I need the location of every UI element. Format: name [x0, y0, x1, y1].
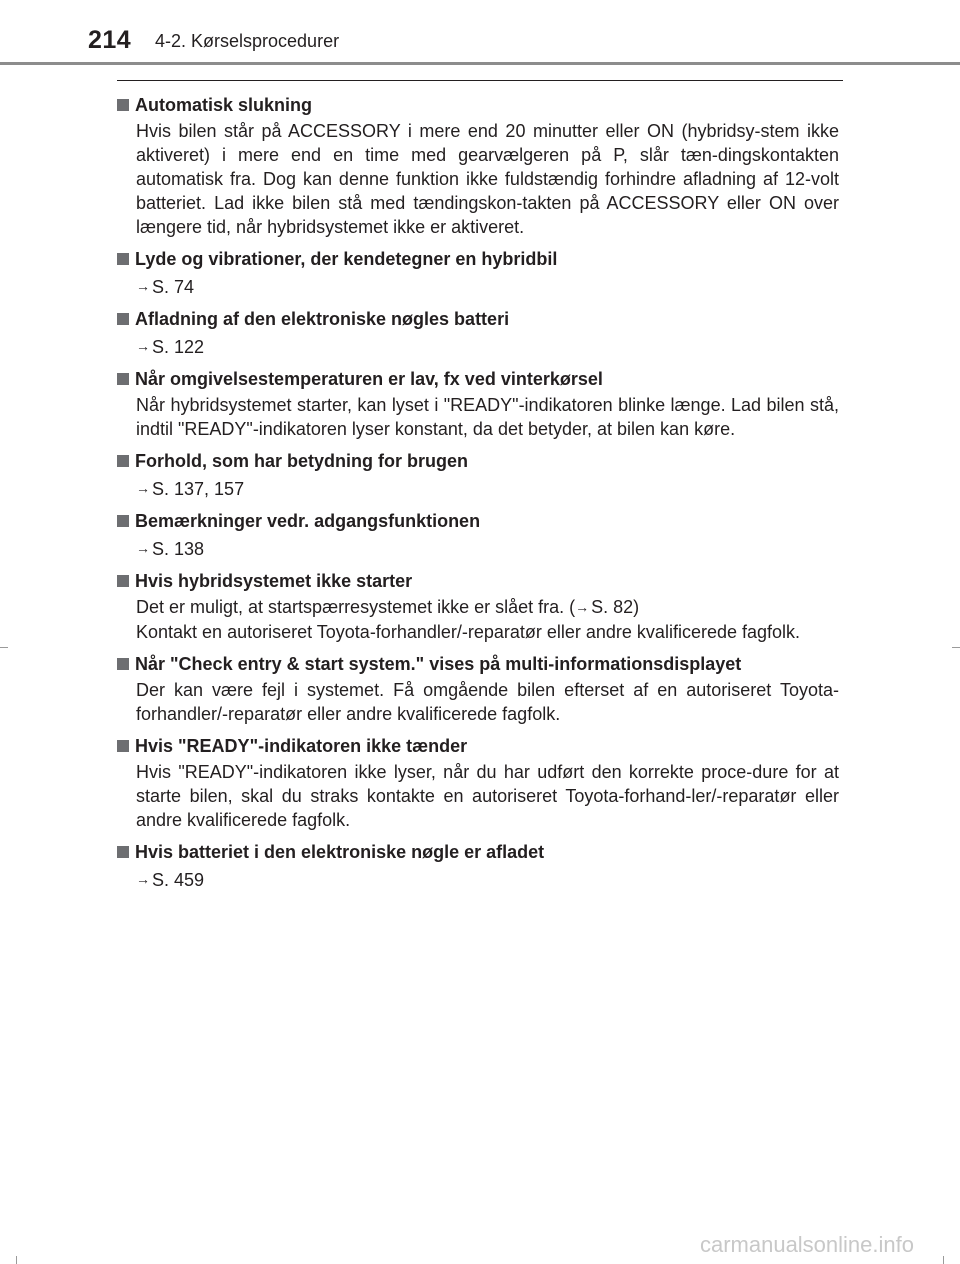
- section-title: Hvis hybridsystemet ikke starter: [135, 571, 413, 591]
- section-body: [117, 537, 839, 561]
- section-heading: [117, 509, 839, 533]
- square-bullet-icon: [117, 99, 129, 111]
- arrow-right-icon: →: [575, 599, 590, 615]
- section-batteri-afladet: [117, 840, 839, 892]
- paragraph: Når hybridsystemet starter, kan lyset i "READY"-indikatoren blinke længe. Lad bilen stå, indtil "READY"-indikatoren lyser konstant, da det betyder, at bilen kan køre.: [136, 395, 839, 439]
- section-automatisk-slukning: [117, 93, 839, 239]
- page-reference[interactable]: [136, 477, 839, 501]
- reference-text: S. 74: [152, 277, 195, 297]
- square-bullet-icon: [117, 313, 129, 325]
- section-heading: [117, 840, 839, 864]
- arrow-right-icon: →: [136, 540, 150, 556]
- paragraph: Der kan være fejl i systemet. Få omgående bilen efterset af en autoriseret Toyota-forhandler/-reparatør eller andre kvalificerede fagfolk.: [136, 680, 839, 724]
- paragraph-text: Det er muligt, at startspærresystemet ikke er slået fra. (: [136, 597, 576, 617]
- section-body: [117, 335, 839, 359]
- page-content: [117, 93, 839, 900]
- square-bullet-icon: [117, 575, 129, 587]
- section-heading: [117, 93, 839, 117]
- page-reference[interactable]: [136, 275, 839, 299]
- square-bullet-icon: [117, 846, 129, 858]
- reference-text: S. 137, 157: [152, 479, 245, 499]
- crop-mark: [16, 1256, 17, 1264]
- section-title: Lyde og vibrationer, der kendetegner en hybridbil: [135, 249, 558, 269]
- section-title: Forhold, som har betydning for brugen: [135, 451, 468, 471]
- section-body: [117, 678, 839, 726]
- reference-text: S. 122: [152, 337, 205, 357]
- square-bullet-icon: [117, 253, 129, 265]
- square-bullet-icon: [117, 515, 129, 527]
- section-title: Bemærkninger vedr. adgangsfunktionen: [135, 511, 481, 531]
- crop-mark: [952, 647, 960, 648]
- reference-text: S. 459: [152, 870, 205, 890]
- watermark: carmanualsonline.info: [699, 1232, 914, 1257]
- chapter-title: 4-2. Kørselsprocedurer: [155, 31, 340, 51]
- paragraph: [136, 595, 839, 620]
- section-heading: [117, 569, 839, 593]
- arrow-right-icon: →: [136, 338, 150, 354]
- reference-text: S. 138: [152, 539, 205, 559]
- content-divider: [117, 80, 843, 81]
- crop-mark: [0, 647, 8, 648]
- section-adgangsfunktionen: [117, 509, 839, 561]
- section-title: Hvis "READY"-indikatoren ikke tænder: [135, 736, 468, 756]
- paragraph-text: ): [633, 597, 640, 617]
- section-title: Når omgivelsestemperaturen er lav, fx ved vinterkørsel: [135, 369, 603, 389]
- section-heading: [117, 449, 839, 473]
- section-title: Når "Check entry & start system." vises på multi-informationsdisplayet: [135, 654, 742, 674]
- reference-text[interactable]: S. 82: [591, 597, 634, 617]
- section-body: [117, 477, 839, 501]
- square-bullet-icon: [117, 740, 129, 752]
- square-bullet-icon: [117, 455, 129, 467]
- section-body: [117, 868, 839, 892]
- page-number: 214: [88, 26, 132, 54]
- paragraph: Hvis bilen står på ACCESSORY i mere end 20 minutter eller ON (hybridsy-stem ikke aktiveret) i mere end en time med gearvælgeren på P, slår tæn-dingskontakten automatisk fra. Dog kan denne funktion ikke fuldstændig forhindre afladning af 12-volt batteriet. Lad ikke bilen stå med tændingskon-takten på ACCESSORY eller ON over længere tid, når hybridsystemet ikke er aktiveret.: [136, 121, 839, 237]
- paragraph: Hvis "READY"-indikatoren ikke lyser, når du har udført den korrekte proce-dure for at starte bilen, skal du straks kontakte en autoriseret Toyota-forhand-ler/-reparatør eller andre kvalificerede fagfolk.: [136, 762, 839, 830]
- arrow-right-icon: →: [136, 278, 150, 294]
- square-bullet-icon: [117, 373, 129, 385]
- section-body: [117, 595, 839, 644]
- section-title: Automatisk slukning: [135, 95, 313, 115]
- section-heading: [117, 652, 839, 676]
- section-title: Hvis batteriet i den elektroniske nøgle er afladet: [135, 842, 545, 862]
- section-lyde-og-vibrationer: [117, 247, 839, 299]
- section-afladning-noegle: [117, 307, 839, 359]
- section-body: [117, 760, 839, 832]
- section-ready-indikator: [117, 734, 839, 832]
- header-divider: [0, 62, 960, 65]
- section-heading: [117, 307, 839, 331]
- arrow-right-icon: →: [136, 871, 150, 887]
- arrow-right-icon: →: [136, 480, 150, 496]
- section-body: [117, 119, 839, 239]
- section-heading: [117, 734, 839, 758]
- section-body: [117, 393, 839, 441]
- section-forhold: [117, 449, 839, 501]
- section-lav-temperatur: [117, 367, 839, 441]
- square-bullet-icon: [117, 658, 129, 670]
- section-heading: [117, 247, 839, 271]
- paragraph: Kontakt en autoriseret Toyota-forhandler/-reparatør eller andre kvalificerede fagfolk.: [136, 622, 801, 642]
- page-header: [0, 0, 960, 62]
- section-body: [117, 275, 839, 299]
- page-reference[interactable]: [136, 537, 839, 561]
- section-starter-ikke: [117, 569, 839, 644]
- section-title: Afladning af den elektroniske nøgles batteri: [135, 309, 510, 329]
- page-reference[interactable]: [136, 868, 839, 892]
- crop-mark: [943, 1256, 944, 1264]
- section-heading: [117, 367, 839, 391]
- section-check-entry: [117, 652, 839, 726]
- page-reference[interactable]: [136, 335, 839, 359]
